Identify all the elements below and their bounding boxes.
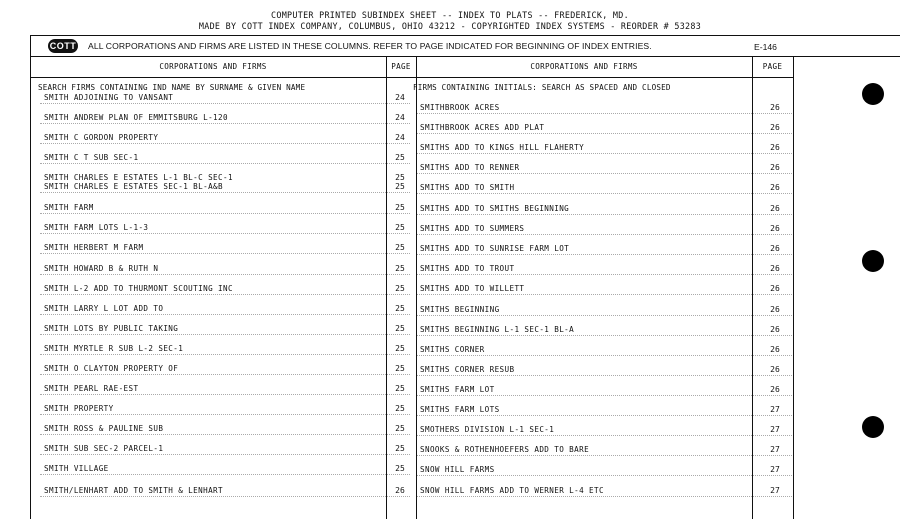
index-entry-name: SMITH L-2 ADD TO THURMONT SCOUTING INC <box>44 284 233 293</box>
index-entry-page: 27 <box>770 465 780 474</box>
right-page-heading: PAGE <box>762 62 783 71</box>
row-rule <box>40 253 410 254</box>
right-page-divider <box>752 56 753 519</box>
index-entry-page: 25 <box>395 284 405 293</box>
index-entry-name: SMITHS FARM LOTS <box>420 405 500 414</box>
row-rule <box>40 233 410 234</box>
row-rule <box>40 354 410 355</box>
index-entry-name: SMITHS CORNER <box>420 345 485 354</box>
index-entry-name: SMITH O CLAYTON PROPERTY OF <box>44 364 179 373</box>
index-entry-name: SNOOKS & ROTHENHOEFERS ADD TO BARE <box>420 445 590 454</box>
index-entry-name: SMITH C GORDON PROPERTY <box>44 133 159 142</box>
row-rule <box>40 334 410 335</box>
right-border <box>793 56 794 519</box>
binder-hole <box>862 250 884 272</box>
row-rule <box>40 103 410 104</box>
row-rule <box>40 163 410 164</box>
index-entry-page: 27 <box>770 486 780 495</box>
index-entry-page: 25 <box>395 444 405 453</box>
right-column-heading: CORPORATIONS AND FIRMS <box>530 62 638 71</box>
index-entry-name: SMITH LARRY L LOT ADD TO <box>44 304 164 313</box>
index-entry-page: 25 <box>395 153 405 162</box>
index-entry-page: 25 <box>395 243 405 252</box>
index-entry-name: SMITH PEARL RAE-EST <box>44 384 139 393</box>
index-entry-page: 26 <box>770 103 780 112</box>
row-rule <box>40 123 410 124</box>
index-entry-page: 26 <box>770 244 780 253</box>
index-entry-name: SMITHS FARM LOT <box>420 385 495 394</box>
row-rule <box>417 274 792 275</box>
row-rule <box>40 454 410 455</box>
cott-logo: COTT <box>49 41 77 51</box>
index-entry-page: 25 <box>395 404 405 413</box>
index-entry-page: 26 <box>770 385 780 394</box>
index-entry-name: SMITH CHARLES E ESTATES SEC-1 BL-A&B <box>44 182 223 191</box>
index-entry-name: SMITHS ADD TO SMITHS BEGINNING <box>420 204 570 213</box>
row-rule <box>40 294 410 295</box>
row-rule <box>40 474 410 475</box>
left-column-heading: CORPORATIONS AND FIRMS <box>159 62 267 71</box>
index-entry-page: 25 <box>395 344 405 353</box>
index-entry-page: 26 <box>770 345 780 354</box>
left-instruction: SEARCH FIRMS CONTAINING IND NAME BY SURNAME & GIVEN NAME <box>38 83 306 92</box>
index-entry-name: SMITHS BEGINNING <box>420 305 500 314</box>
index-entry-name: SMITH FARM <box>44 203 94 212</box>
index-entry-page: 26 <box>770 224 780 233</box>
row-rule <box>417 234 792 235</box>
index-entry-name: SMITH MYRTLE R SUB L-2 SEC-1 <box>44 344 184 353</box>
index-entry-name: SMITHS ADD TO SMITH <box>420 183 515 192</box>
row-rule <box>417 355 792 356</box>
row-rule <box>40 274 410 275</box>
index-entry-name: SMITHS CORNER RESUB <box>420 365 515 374</box>
index-entry-page: 27 <box>770 445 780 454</box>
row-rule <box>417 315 792 316</box>
index-entry-page: 26 <box>770 305 780 314</box>
index-entry-name: SMITH ANDREW PLAN OF EMMITSBURG L-120 <box>44 113 228 122</box>
row-rule <box>417 415 792 416</box>
index-entry-name: SMITHS ADD TO KINGS HILL FLAHERTY <box>420 143 585 152</box>
index-entry-page: 25 <box>395 203 405 212</box>
index-entry-name: SMITHS BEGINNING L-1 SEC-1 BL-A <box>420 325 575 334</box>
row-rule <box>40 143 410 144</box>
index-entry-page: 26 <box>770 325 780 334</box>
index-entry-page: 26 <box>770 163 780 172</box>
index-entry-name: SNOW HILL FARMS <box>420 465 495 474</box>
binder-hole <box>862 83 884 105</box>
index-entry-page: 26 <box>770 204 780 213</box>
row-rule <box>40 496 410 497</box>
center-divider <box>416 56 417 519</box>
index-entry-name: SMITHS ADD TO SUMMERS <box>420 224 525 233</box>
index-entry-name: SMITH ROSS & PAULINE SUB <box>44 424 164 433</box>
index-entry-name: SMITHS ADD TO SUNRISE FARM LOT <box>420 244 570 253</box>
row-rule <box>40 314 410 315</box>
row-rule <box>40 434 410 435</box>
index-entry-name: SMITH PROPERTY <box>44 404 114 413</box>
index-entry-name: SMITH SUB SEC-2 PARCEL-1 <box>44 444 164 453</box>
index-entry-name: SMITH LOTS BY PUBLIC TAKING <box>44 324 179 333</box>
index-entry-page: 25 <box>395 364 405 373</box>
row-rule <box>417 335 792 336</box>
index-entry-name: SMITH C T SUB SEC-1 <box>44 153 139 162</box>
index-entry-page: 25 <box>395 264 405 273</box>
left-page-divider <box>386 56 387 519</box>
sheet-number: E-146 <box>754 42 777 52</box>
left-page-heading: PAGE <box>391 62 411 71</box>
row-rule <box>417 496 792 497</box>
index-entry-name: SMITHS ADD TO WILLETT <box>420 284 525 293</box>
row-rule <box>417 375 792 376</box>
publisher-line: MADE BY COTT INDEX COMPANY, COLUMBUS, OHIO 43212 - COPYRIGHTED INDEX SYSTEMS - REORDER # 53283 <box>198 21 702 31</box>
index-entry-page: 25 <box>395 464 405 473</box>
index-entry-page: 26 <box>770 284 780 293</box>
index-entry-page: 24 <box>395 93 405 102</box>
index-entry-page: 26 <box>770 123 780 132</box>
index-entry-page: 24 <box>395 113 405 122</box>
index-entry-page: 26 <box>770 365 780 374</box>
index-entry-name: SMITH ADJOINING TO VANSANT <box>44 93 174 102</box>
row-rule <box>417 214 792 215</box>
index-entry-name: SMITHS ADD TO RENNER <box>420 163 520 172</box>
index-entry-page: 26 <box>395 486 405 495</box>
top-border <box>30 35 900 36</box>
index-entry-page: 24 <box>395 133 405 142</box>
index-entry-name: SMITH CHARLES E ESTATES L-1 BL-C SEC-1 <box>44 173 233 182</box>
row-rule <box>40 192 410 193</box>
row-rule <box>417 133 792 134</box>
row-rule <box>40 394 410 395</box>
index-entry-page: 25 <box>395 173 405 182</box>
index-entry-name: SMITH HOWARD B & RUTH N <box>44 264 159 273</box>
notice-divider <box>30 56 900 57</box>
row-rule <box>417 254 792 255</box>
index-entry-name: SMITHBROOK ACRES <box>420 103 500 112</box>
row-rule <box>417 435 792 436</box>
index-entry-page: 26 <box>770 143 780 152</box>
index-entry-page: 25 <box>395 384 405 393</box>
row-rule <box>417 173 792 174</box>
sheet-title: COMPUTER PRINTED SUBINDEX SHEET -- INDEX TO PLATS -- FREDERICK, MD. <box>271 10 629 20</box>
row-rule <box>417 193 792 194</box>
index-entry-page: 25 <box>395 324 405 333</box>
index-entry-name: SMOTHERS DIVISION L-1 SEC-1 <box>420 425 555 434</box>
left-border <box>30 35 31 519</box>
row-rule <box>417 475 792 476</box>
right-instruction: FIRMS CONTAINING INITIALS: SEARCH AS SPACED AND CLOSED <box>413 83 671 92</box>
index-entry-page: 27 <box>770 405 780 414</box>
index-entry-name: SMITH VILLAGE <box>44 464 109 473</box>
index-entry-page: 26 <box>770 183 780 192</box>
index-entry-name: SMITH FARM LOTS L-1-3 <box>44 223 149 232</box>
heading-divider <box>30 77 793 78</box>
row-rule <box>40 374 410 375</box>
index-entry-page: 25 <box>395 304 405 313</box>
index-entry-page: 25 <box>395 424 405 433</box>
notice-text: ALL CORPORATIONS AND FIRMS ARE LISTED IN THESE COLUMNS. REFER TO PAGE INDICATED FOR BEGINNING OF INDEX ENTRIES. <box>88 41 652 51</box>
index-entry-page: 25 <box>395 223 405 232</box>
index-entry-page: 27 <box>770 425 780 434</box>
index-entry-name: SNOW HILL FARMS ADD TO WERNER L-4 ETC <box>420 486 604 495</box>
index-entry-name: SMITH/LENHART ADD TO SMITH & LENHART <box>44 486 223 495</box>
index-entry-name: SMITHS ADD TO TROUT <box>420 264 515 273</box>
row-rule <box>417 395 792 396</box>
index-entry-page: 26 <box>770 264 780 273</box>
row-rule <box>417 294 792 295</box>
index-entry-page: 25 <box>395 182 405 191</box>
row-rule <box>40 414 410 415</box>
row-rule <box>417 455 792 456</box>
row-rule <box>417 113 792 114</box>
binder-hole <box>862 416 884 438</box>
row-rule <box>417 153 792 154</box>
row-rule <box>40 213 410 214</box>
index-entry-name: SMITH HERBERT M FARM <box>44 243 144 252</box>
index-entry-name: SMITHBROOK ACRES ADD PLAT <box>420 123 545 132</box>
